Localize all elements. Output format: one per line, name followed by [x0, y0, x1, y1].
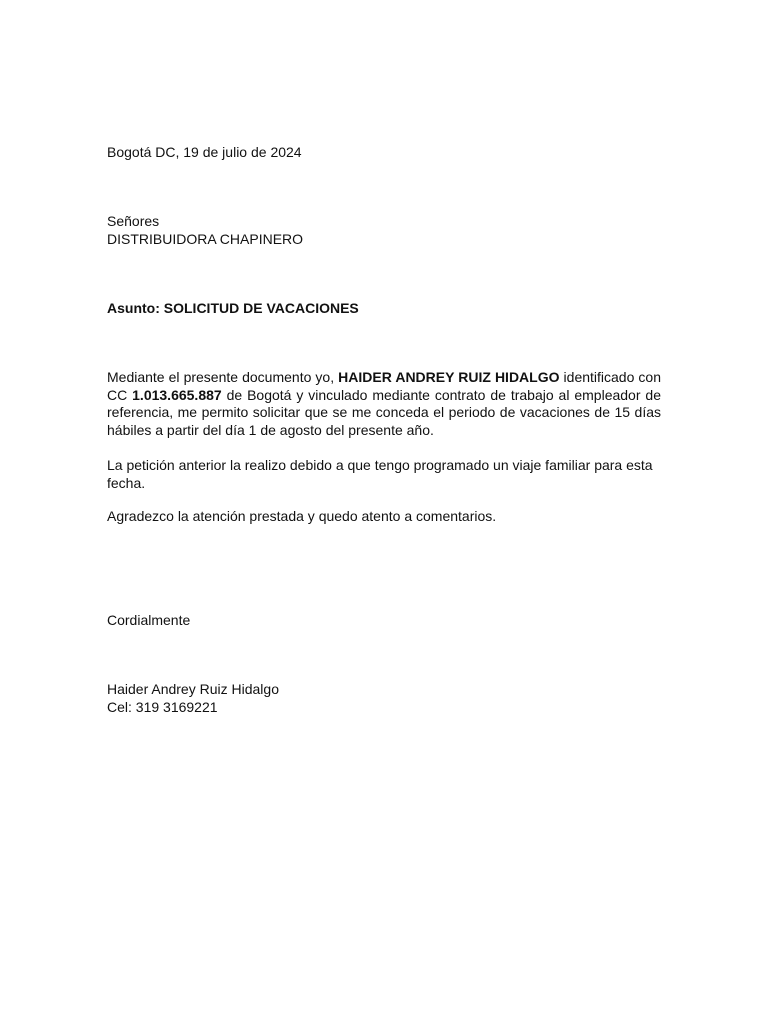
recipient-title: Señores: [107, 213, 160, 229]
subject-line: [107, 300, 359, 318]
body-paragraph-3: Agradezco la atención prestada y quedo atento a comentarios.: [107, 508, 497, 524]
place-date: Bogotá DC, 19 de julio de 2024: [107, 144, 302, 160]
body-p1-part3: de Bogotá y vinculado mediante contrato de trabajo al empleador de referencia, me permito solicitar que se me conceda el periodo de vacaciones de 15 días hábiles a partir del día 1 de agosto del presente año.: [107, 386, 661, 438]
closing: Cordialmente: [107, 612, 191, 628]
subject-text: SOLICITUD DE VACACIONES: [163, 300, 359, 316]
subject-label: Asunto:: [107, 300, 160, 316]
recipient-company: DISTRIBUIDORA CHAPINERO: [107, 231, 304, 247]
signature-phone: Cel: 319 3169221: [107, 699, 218, 715]
body-p1-part1: Mediante el presente documento yo,: [107, 369, 339, 385]
employee-name: HAIDER ANDREY RUIZ HIDALGO: [338, 369, 560, 385]
body-paragraph-2: La petición anterior la realizo debido a que tengo programado un viaje familiar para esta fecha.: [107, 457, 653, 491]
employee-id: 1.013.665.887: [132, 386, 222, 403]
body-paragraph-1: [107, 369, 661, 439]
body-p1-part2: identificado con CC: [107, 369, 661, 403]
signature-name: Haider Andrey Ruiz Hidalgo: [107, 681, 279, 697]
